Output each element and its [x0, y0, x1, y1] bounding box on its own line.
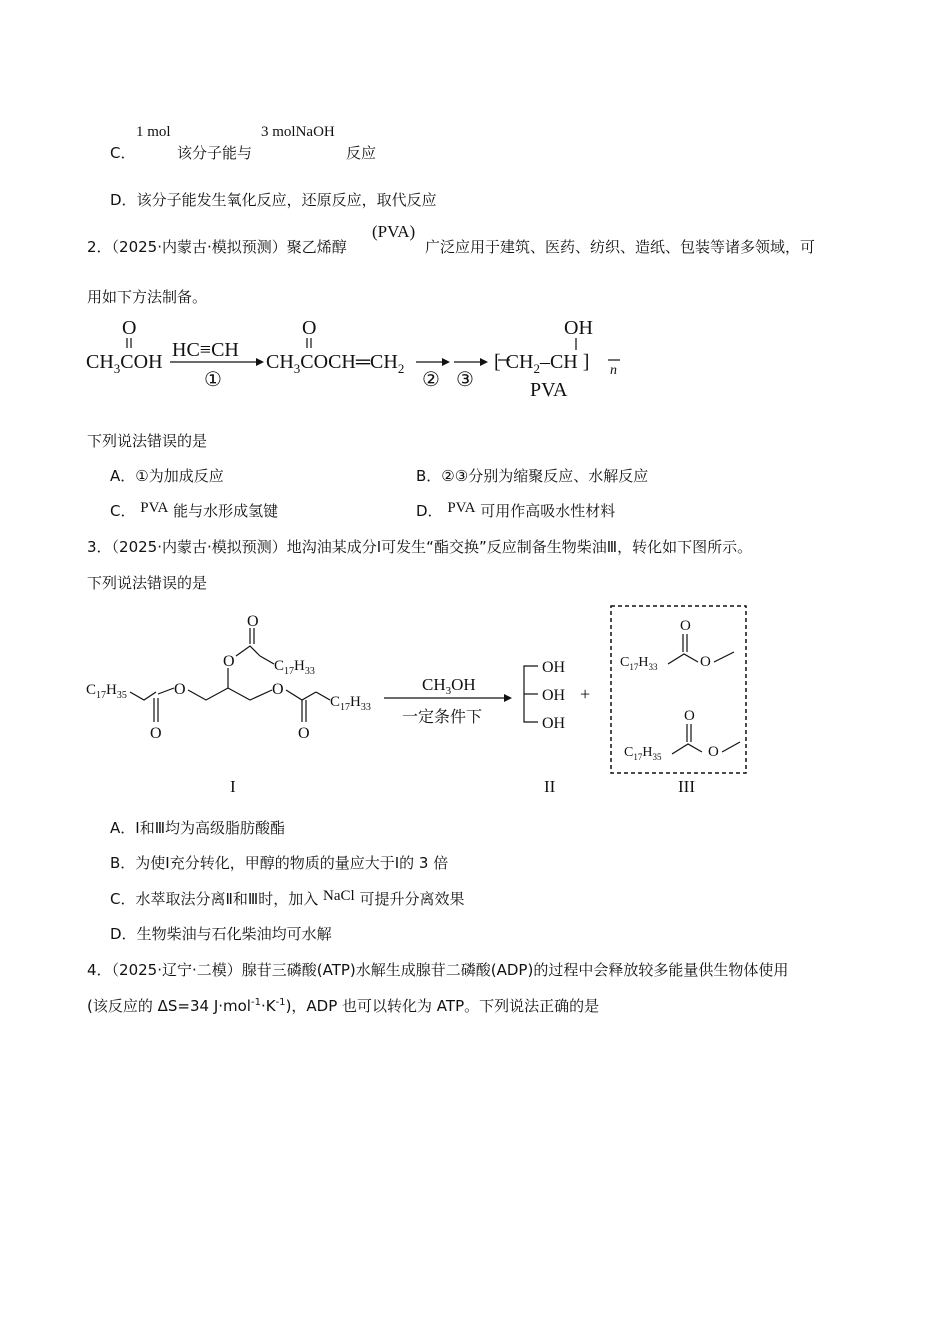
question-text: )，ADP 也可以转化为 ATP。下列说法正确的是 — [285, 997, 600, 1015]
ester-bond — [158, 688, 174, 694]
methyl-bond — [714, 652, 734, 662]
option-text-end: 反应 — [346, 144, 377, 162]
arrow-head — [504, 694, 512, 702]
option-letter: C． — [110, 144, 136, 162]
q2-stem-line1 — [87, 236, 347, 257]
option-letter: C． — [110, 502, 136, 520]
formula-pva: PVA — [140, 500, 169, 516]
reagent-methanol: $CH_3OH$ — [422, 675, 476, 697]
option-letter: B． — [110, 854, 136, 872]
reactant-formula: $CH_3COH$ — [86, 351, 163, 376]
oxygen: O — [272, 681, 284, 698]
question-text: ·K — [260, 997, 276, 1015]
oxygen: O — [708, 744, 719, 760]
plus-sign: + — [580, 684, 591, 704]
q3-option-c — [110, 888, 464, 909]
option-text: 生物柴油与石化柴油均可水解 — [136, 925, 332, 943]
ester-bond — [668, 654, 698, 664]
oxygen: O — [680, 618, 691, 634]
arrow-head — [256, 358, 264, 366]
q2-prompt: 下列说法错误的是 — [87, 432, 208, 450]
option-text: Ⅰ和Ⅲ均为高级脂肪酸酯 — [135, 819, 286, 837]
q3-stem-line1 — [87, 536, 752, 557]
option-letter: D． — [110, 925, 137, 943]
q3-option-a — [110, 817, 285, 838]
option-letter: D． — [416, 502, 443, 520]
option-text: 水萃取法分离Ⅱ和Ⅲ时，加入 — [135, 890, 319, 908]
chain-bond — [316, 692, 330, 700]
q2-option-c — [110, 500, 278, 521]
question-number: 4． — [87, 961, 112, 979]
reagent-acetylene: HC≡CH — [172, 339, 239, 361]
question-text: (该反应的 ΔS=34 J·mol — [87, 997, 251, 1015]
ester-bond — [130, 692, 156, 700]
reaction-condition: 一定条件下 — [402, 707, 483, 726]
option-text-end: 可提升分离效果 — [359, 890, 465, 908]
compound-label-3: III — [678, 777, 695, 796]
glycerol-backbone — [188, 688, 272, 700]
option-letter: B． — [416, 467, 442, 485]
option-letter: A． — [110, 819, 136, 837]
pva-repeat-unit: [ $CH_2-CH$ ] — [494, 351, 590, 376]
product-carbonyl-o: O — [302, 317, 317, 339]
option-letter: C． — [110, 890, 136, 908]
formula-1mol: 1 mol — [136, 124, 171, 140]
question-text: （2025·内蒙古·模拟预测）地沟油某成分Ⅰ可发生“酯交换”反应制备生物柴油Ⅲ，转化如下图所示。 — [111, 538, 753, 556]
hydroxyl: OH — [542, 715, 566, 732]
compound-label-1: I — [230, 777, 236, 796]
chain-right: $C_{17}H_{33}$ — [330, 694, 371, 713]
oxygen: O — [247, 613, 259, 630]
chain-methyl-ester-2: $C_{17}H_{35}$ — [624, 745, 662, 762]
option-text: 能与水形成氢键 — [173, 502, 279, 520]
option-text: 为使Ⅰ充分转化，甲醇的物质的量应大于Ⅰ的 3 倍 — [135, 854, 449, 872]
pva-label: PVA — [530, 379, 568, 401]
reactant-carbonyl-o: O — [122, 317, 137, 339]
q1-option-d — [110, 189, 437, 210]
hydroxyl: OH — [542, 687, 566, 704]
question-text: （2025·内蒙古·模拟预测）聚乙烯醇 — [111, 238, 347, 256]
arrow-head — [442, 358, 450, 366]
arrow-head — [480, 358, 488, 366]
option-text: 该分子能发生氧化反应，还原反应，取代反应 — [136, 191, 437, 209]
question-number: 2． — [87, 238, 112, 256]
formula-pva: PVA — [447, 500, 476, 516]
ester-bond — [286, 690, 316, 700]
q2-option-d — [416, 500, 615, 521]
oxygen: O — [150, 725, 162, 742]
superscript: -1 — [250, 997, 261, 1008]
ester-bond — [672, 744, 702, 754]
q2-option-a — [110, 465, 224, 486]
methyl-bond — [722, 742, 740, 752]
question-text: （2025·辽宁·二模）腺苷三磷酸(ATP)水解生成腺苷二磷酸(ADP)的过程中会释放较多能量供生物体使用 — [111, 961, 789, 979]
q4-stem-line1 — [87, 959, 788, 980]
formula-naoh: 3 molNaOH — [261, 124, 335, 140]
step-3-label: ③ — [456, 369, 474, 391]
question-text-cont: 广泛应用于建筑、医药、纺织、造纸、包装等诸多领域，可 — [425, 238, 816, 256]
q2-stem-line2: 用如下方法制备。 — [87, 288, 208, 306]
q4-stem-line2 — [87, 995, 599, 1016]
oxygen: O — [298, 725, 310, 742]
option-text: ①为加成反应 — [135, 467, 224, 485]
option-text: 该分子能与 — [177, 144, 253, 162]
q3-reaction-scheme — [80, 600, 780, 805]
q3-prompt: 下列说法错误的是 — [87, 574, 208, 592]
q2-reaction-scheme — [80, 310, 640, 410]
chain-bond — [260, 656, 274, 664]
oxygen: O — [223, 653, 235, 670]
pva-subscript-n: n — [610, 363, 617, 378]
q1-option-c — [110, 124, 510, 164]
q3-option-d — [110, 923, 332, 944]
step-2-label: ② — [422, 369, 440, 391]
option-text: ②③分别为缩聚反应、水解反应 — [441, 467, 649, 485]
chain-top: $C_{17}H_{33}$ — [274, 658, 315, 677]
superscript: -1 — [275, 997, 286, 1008]
step-1-label: ① — [204, 369, 222, 391]
formula-nacl: NaCl — [323, 888, 355, 904]
q3-option-b — [110, 852, 448, 873]
oxygen: O — [174, 681, 186, 698]
option-letter: D． — [110, 191, 137, 209]
q2-option-b — [416, 465, 648, 486]
chain-left: $C_{17}H_{35}$ — [86, 682, 127, 701]
compound-label-2: II — [544, 777, 556, 796]
pva-oh: OH — [564, 317, 593, 339]
chain-methyl-ester-1: $C_{17}H_{33}$ — [620, 655, 658, 672]
oxygen: O — [684, 708, 695, 724]
oxygen: O — [700, 654, 711, 670]
option-text: 可用作高吸水性材料 — [480, 502, 616, 520]
pva-abbr: (PVA) — [372, 222, 416, 241]
ester-bond — [236, 646, 260, 656]
option-letter: A． — [110, 467, 136, 485]
hydroxyl: OH — [542, 659, 566, 676]
product-formula: $CH_3COCH═CH_2$ — [266, 351, 405, 376]
question-number: 3． — [87, 538, 112, 556]
